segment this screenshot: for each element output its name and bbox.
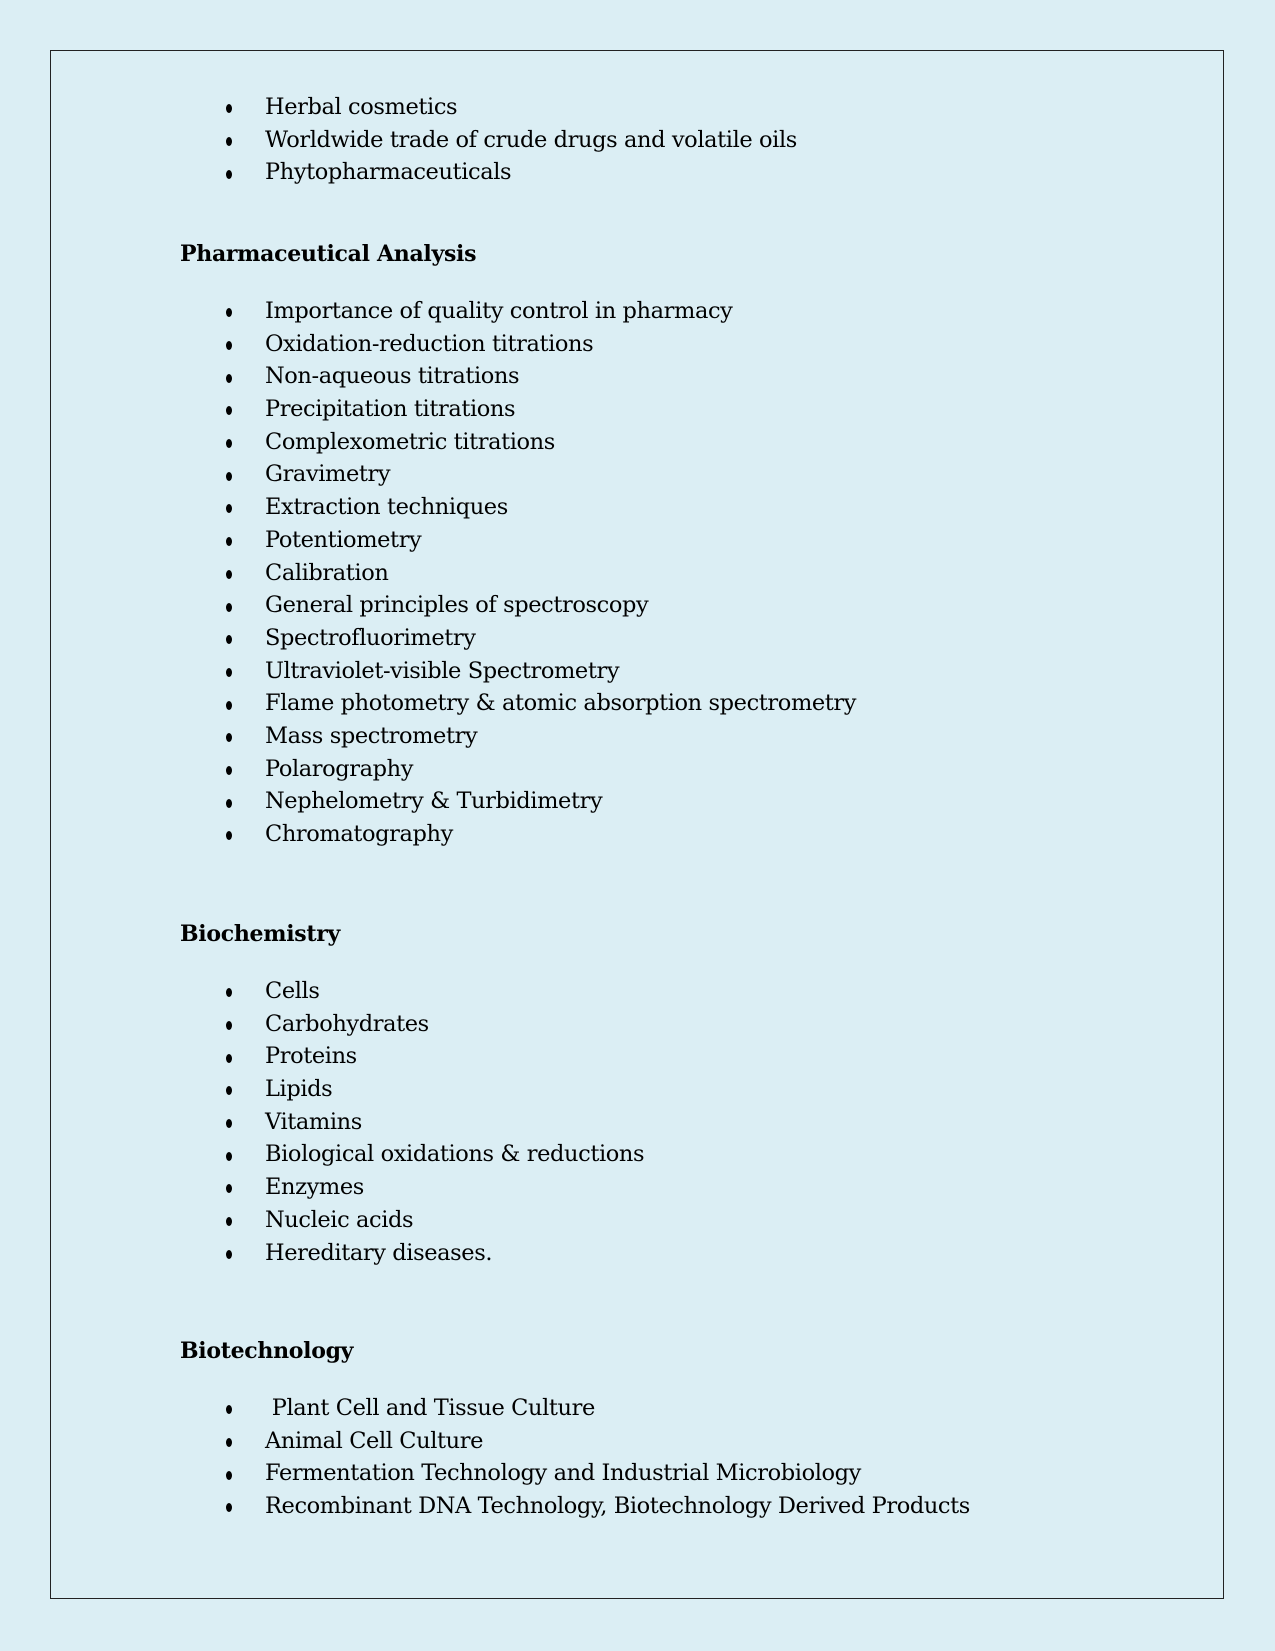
list-item: Biological oxidations & reductions [51,1138,1223,1171]
list-item: Importance of quality control in pharmacy [51,295,1223,328]
list-item: Oxidation-reduction titrations [51,328,1223,361]
list-item: Herbal cosmetics [51,91,1223,124]
bullet-icon [226,439,232,448]
bullet-icon [226,137,232,146]
list-item: Nucleic acids [51,1204,1223,1237]
list-item: Calibration [51,557,1223,590]
list-item: Fermentation Technology and Industrial Microbiology [51,1457,1223,1490]
bullet-icon [226,766,232,775]
bullet-icon [226,472,232,481]
bullet-icon [226,1119,232,1128]
bullet-icon [226,988,232,997]
bullet-icon [226,504,232,513]
bullet-icon [226,1438,232,1447]
list-item: Polarography [51,753,1223,786]
bullet-icon [226,374,232,383]
bullet-icon [226,733,232,742]
topic-list-continued [51,91,1223,189]
list-item: Precipitation titrations [51,393,1223,426]
bullet-icon [226,104,232,113]
list-item: Chromatography [51,818,1223,851]
list-item: Nephelometry & Turbidimetry [51,785,1223,818]
list-item: Gravimetry [51,458,1223,491]
bullet-icon [226,341,232,350]
list-item: Spectrofluorimetry [51,622,1223,655]
bullet-icon [226,1021,232,1030]
bullet-icon [226,1503,232,1512]
list-item: Phytopharmaceuticals [51,156,1223,189]
bullet-icon [226,170,232,179]
bullet-icon [226,1471,232,1480]
list-item: Enzymes [51,1171,1223,1204]
list-item: Animal Cell Culture [51,1425,1223,1458]
bullet-icon [226,701,232,710]
list-item: Ultraviolet-visible Spectrometry [51,655,1223,688]
list-item: Hereditary diseases. [51,1237,1223,1270]
bullet-icon [226,1250,232,1259]
bullet-icon [226,1086,232,1095]
list-item: Complexometric titrations [51,426,1223,459]
bullet-icon [226,1054,232,1063]
bullet-icon [226,603,232,612]
list-item: Extraction techniques [51,491,1223,524]
list-item: Plant Cell and Tissue Culture [51,1392,1223,1425]
list-item: Potentiometry [51,524,1223,557]
bullet-icon [226,406,232,415]
list-item: Lipids [51,1073,1223,1106]
page-frame [50,50,1224,1599]
list-item: General principles of spectroscopy [51,589,1223,622]
bullet-icon [226,1405,232,1414]
list-item: Cells [51,975,1223,1008]
list-item: Worldwide trade of crude drugs and volatile oils [51,124,1223,157]
list-item: Proteins [51,1040,1223,1073]
bullet-icon [226,1152,232,1161]
bullet-icon [226,537,232,546]
list-item: Vitamins [51,1106,1223,1139]
bullet-icon [226,635,232,644]
list-item: Mass spectrometry [51,720,1223,753]
list-item: Carbohydrates [51,1008,1223,1041]
topic-list-pharmaceutical-analysis [51,295,1223,851]
bullet-icon [226,668,232,677]
bullet-icon [226,831,232,840]
section-heading-biochemistry: Biochemistry [180,921,340,947]
bullet-icon [226,1184,232,1193]
bullet-icon [226,308,232,317]
bullet-icon [226,799,232,808]
bullet-icon [226,570,232,579]
topic-list-biochemistry [51,975,1223,1269]
topic-list-biotechnology [51,1392,1223,1523]
bullet-icon [226,1217,232,1226]
list-item: Non-aqueous titrations [51,360,1223,393]
list-item: Recombinant DNA Technology, Biotechnology Derived Products [51,1490,1223,1523]
list-item: Flame photometry & atomic absorption spectrometry [51,687,1223,720]
section-heading-biotechnology: Biotechnology [180,1338,354,1364]
section-heading-pharmaceutical-analysis: Pharmaceutical Analysis [180,241,477,267]
